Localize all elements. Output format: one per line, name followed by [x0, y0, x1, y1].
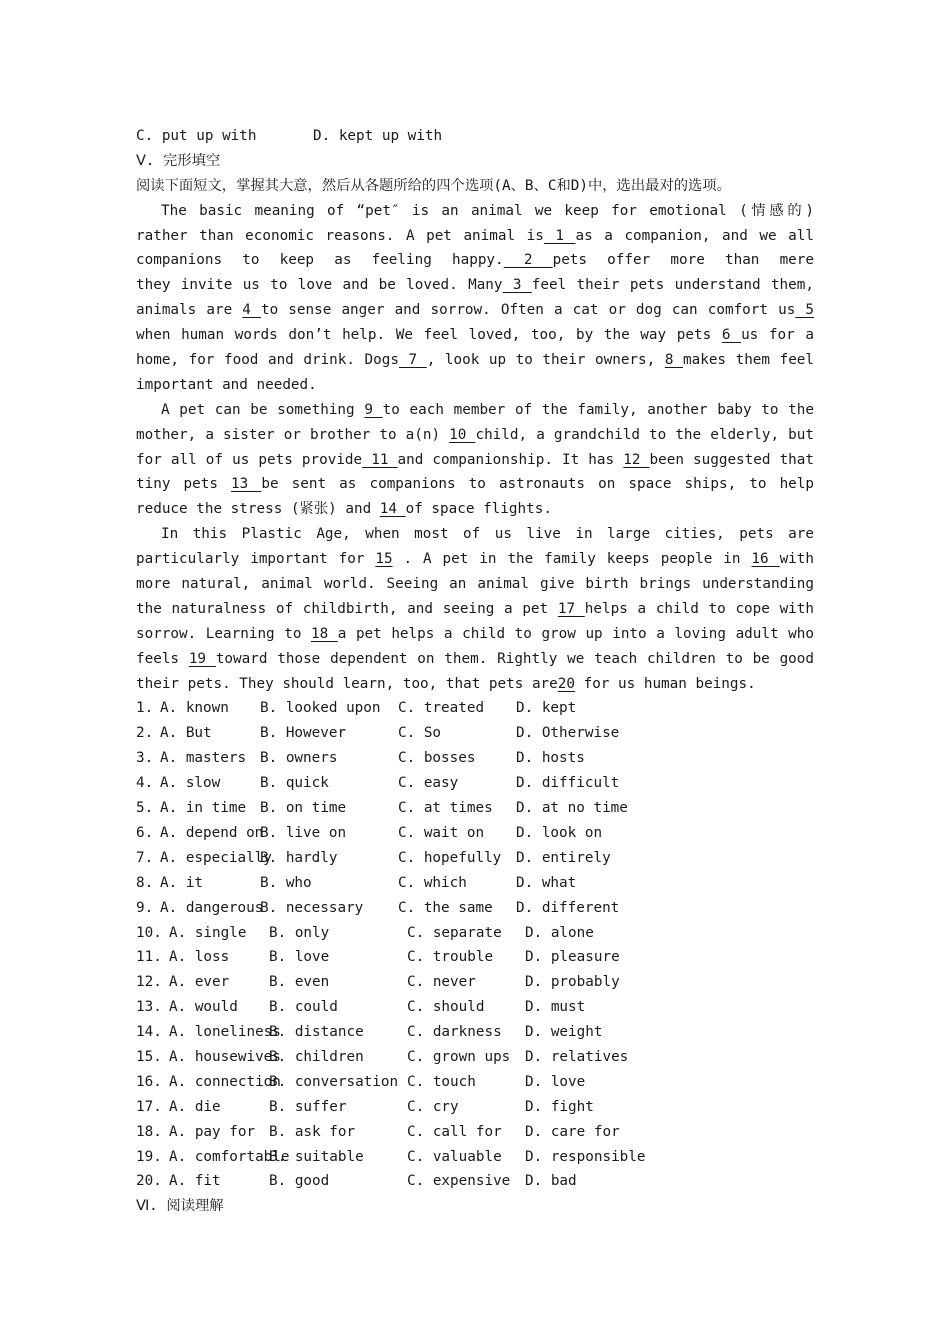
passage-text: tiny pets [136, 476, 232, 493]
option-a: A. slow [160, 775, 221, 792]
option-d: D. hosts [516, 750, 585, 767]
option-a: A. comfortable [169, 1148, 290, 1165]
question-number: 18. [136, 1123, 162, 1140]
question-row [136, 746, 814, 771]
passage-line [136, 547, 814, 572]
passage-text: as a companion, and we all [575, 227, 814, 244]
blank-number: 16 [751, 551, 780, 568]
option-c: C. never [407, 974, 476, 991]
option-a: A. masters [160, 750, 247, 767]
option-c: C. easy [398, 775, 459, 792]
option-a: A. depend on [160, 824, 264, 841]
option-d: D. weight [525, 1024, 603, 1041]
option-b: B. owners [260, 750, 338, 767]
option-b: B. love [269, 949, 330, 966]
passage-text: to each member of the family, another baby to the [382, 401, 814, 418]
passage-text: a pet helps a child to grow up into a loving adult who [337, 625, 814, 642]
question-number: 1. [136, 700, 154, 717]
option-d: D. kept [516, 700, 577, 717]
option-b: B. who [260, 874, 312, 891]
option-d: D. at no time [516, 800, 628, 817]
option-d: D. pleasure [525, 949, 620, 966]
question-row [136, 771, 814, 796]
passage-text: they invite us to love and be loved. Many [136, 277, 503, 294]
question-number: 15. [136, 1048, 162, 1065]
question-row [136, 970, 814, 995]
passage-line [136, 224, 814, 249]
option-b: B. even [269, 974, 330, 991]
passage-line [136, 423, 814, 448]
passage-line [136, 373, 814, 398]
option-d: D. entirely [516, 849, 611, 866]
passage-text: sorrow. Learning to [136, 625, 311, 642]
option-c: C. put up with [136, 128, 257, 144]
question-row [136, 721, 814, 746]
option-b: B. live on [260, 824, 347, 841]
passage-text: companions to keep as feeling happy. [136, 252, 504, 269]
question-number: 8. [136, 874, 154, 891]
passage-line [136, 398, 814, 423]
question-number: 13. [136, 999, 162, 1016]
question-number: 17. [136, 1098, 162, 1115]
option-b: B. hardly [260, 849, 338, 866]
option-d: D. look on [516, 824, 603, 841]
blank-number: 2 [503, 252, 553, 269]
option-c: C. bosses [398, 750, 476, 767]
question-number: 6. [136, 824, 154, 841]
question-row [136, 995, 814, 1020]
blank-number: 3 [502, 277, 532, 294]
blank-number: 15 [375, 551, 393, 568]
passage-line [136, 647, 814, 672]
passage-text: when human words don’t help. We feel loved, too, by the way pets [136, 327, 722, 344]
passage-text: feel their pets understand them, [531, 277, 814, 294]
option-a: A. dangerous [160, 899, 264, 916]
blank-number: 5 [795, 302, 814, 319]
question-number: 14. [136, 1024, 162, 1041]
option-b: B. children [269, 1048, 364, 1065]
option-b: B. quick [260, 775, 329, 792]
option-c: C. the same [398, 899, 493, 916]
passage-text: feels [136, 650, 189, 667]
blank-number: 1 [543, 227, 576, 244]
question-row [136, 696, 814, 721]
section6-title: Ⅵ. 阅读理解 [136, 1198, 224, 1215]
question-number: 5. [136, 800, 154, 817]
blank-number: 7 [398, 352, 427, 369]
question-row [136, 1045, 814, 1070]
option-c: C. treated [398, 700, 485, 717]
passage-text: rather than economic reasons. A pet animal is [136, 227, 544, 244]
option-c: C. trouble [407, 949, 494, 966]
passage-line [136, 572, 814, 597]
passage-line [136, 323, 814, 348]
option-d: D. fight [525, 1098, 594, 1115]
blank-number: 18 [311, 625, 338, 642]
option-c: C. darkness [407, 1024, 502, 1041]
question-number: 7. [136, 849, 154, 866]
passage-line [136, 472, 814, 497]
option-b: B. suffer [269, 1098, 347, 1115]
passage-text: been suggested that [649, 451, 814, 468]
question-row [136, 1120, 814, 1145]
option-a: A. connection [169, 1073, 281, 1090]
passage-text: particularly important for [136, 551, 376, 568]
passage-text: A pet can be something [161, 401, 365, 418]
prev-options-line [136, 124, 814, 149]
option-d: D. relatives [525, 1048, 629, 1065]
question-row [136, 945, 814, 970]
option-d: D. care for [525, 1123, 620, 1140]
option-a: A. ever [169, 974, 230, 991]
question-row [136, 1020, 814, 1045]
passage-text: makes them feel [683, 352, 814, 369]
blank-number: 12 [623, 451, 650, 468]
passage-text: more natural, animal world. Seeing an animal give birth brings understanding [136, 576, 814, 593]
passage-text: animals are [136, 302, 243, 319]
passage-text: home, for food and drink. Dogs [136, 352, 399, 369]
option-a: A. housewives [169, 1048, 281, 1065]
option-d: D. difficult [516, 775, 620, 792]
passage-text: their pets. They should learn, too, that pets are [136, 675, 558, 692]
passage-line [136, 298, 814, 323]
question-row [136, 821, 814, 846]
passage-text: of space flights. [405, 501, 552, 518]
option-a: A. especially [160, 849, 272, 866]
option-a: A. in time [160, 800, 247, 817]
option-d: D. what [516, 874, 577, 891]
passage-text: the naturalness of childbirth, and seeing a pet [136, 600, 558, 617]
option-b: B. suitable [269, 1148, 364, 1165]
question-number: 11. [136, 949, 162, 966]
blank-number: 10 [449, 426, 476, 443]
option-d: D. kept up with [313, 128, 443, 144]
passage-line [136, 597, 814, 622]
passage-line [136, 248, 814, 273]
question-number: 19. [136, 1148, 162, 1165]
passage-text: In this Plastic Age, when most of us live in large cities, pets are [161, 526, 814, 543]
blank-number: 9 [364, 401, 383, 418]
question-row [136, 1070, 814, 1095]
option-c: C. which [398, 874, 467, 891]
option-b: B. However [260, 725, 347, 742]
option-c: C. call for [407, 1123, 502, 1140]
option-d: D. alone [525, 924, 594, 941]
option-b: B. conversation [269, 1073, 399, 1090]
blank-number: 11 [362, 451, 398, 468]
blank-number: 6 [721, 327, 742, 344]
option-c: C. separate [407, 924, 502, 941]
blank-number: 20 [557, 675, 575, 692]
option-a: A. would [169, 999, 238, 1016]
passage-line [136, 622, 814, 647]
option-b: B. distance [269, 1024, 364, 1041]
passage-text: with [779, 551, 814, 568]
blank-number: 14 [379, 501, 406, 518]
passage-text: pets offer more than mere [552, 252, 814, 269]
option-c: C. cry [407, 1098, 459, 1115]
question-row [136, 871, 814, 896]
option-b: B. good [269, 1173, 330, 1190]
document-page [136, 124, 814, 1219]
blank-number: 13 [231, 476, 262, 493]
passage-text: to sense anger and sorrow. Often a cat or dog can comfort us [261, 302, 796, 319]
passage-line [136, 522, 814, 547]
option-b: B. necessary [260, 899, 364, 916]
option-c: C. wait on [398, 824, 485, 841]
option-b: B. on time [260, 800, 347, 817]
option-d: D. must [525, 999, 586, 1016]
question-number: 16. [136, 1073, 162, 1090]
passage-text: us for a [741, 327, 814, 344]
option-b: B. only [269, 924, 330, 941]
passage-line [136, 348, 814, 373]
option-d: D. probably [525, 974, 620, 991]
passage-line [136, 199, 814, 224]
passage-text: child, a grandchild to the elderly, but [475, 426, 814, 443]
passage-text: and companionship. It has [397, 451, 624, 468]
passage-text: for all of us pets provide [136, 451, 363, 468]
passage-text: The basic meaning of “pet″ is an animal we keep for emotional (情感的) [161, 202, 814, 219]
option-b: B. ask for [269, 1123, 356, 1140]
option-c: C. touch [407, 1073, 476, 1090]
blank-number: 8 [664, 352, 683, 369]
option-a: A. it [160, 874, 204, 891]
passage-text: be sent as companions to astronauts on space ships, to help [261, 476, 814, 493]
option-d: D. bad [525, 1173, 577, 1190]
question-number: 12. [136, 974, 162, 991]
blank-number: 4 [242, 302, 261, 319]
section5-title: Ⅴ. 完形填空 [136, 152, 221, 169]
question-number: 9. [136, 899, 154, 916]
option-c: C. hopefully [398, 849, 502, 866]
passage-text: , look up to their owners, [426, 352, 665, 369]
passage-line [136, 497, 814, 522]
option-b: B. looked upon [260, 700, 381, 717]
question-row [136, 896, 814, 921]
question-number: 20. [136, 1173, 162, 1190]
option-d: D. love [525, 1073, 586, 1090]
question-number: 3. [136, 750, 154, 767]
question-row [136, 846, 814, 871]
option-c: C. So [398, 725, 442, 742]
passage-text: helps a child to cope with [584, 600, 814, 617]
question-number: 2. [136, 725, 154, 742]
passage-text: important and needed. [136, 376, 317, 393]
question-row [136, 1095, 814, 1120]
passage-text: mother, a sister or brother to a(n) [136, 426, 450, 443]
passage-line [136, 448, 814, 473]
passage-line [136, 672, 814, 697]
option-a: A. single [169, 924, 247, 941]
option-a: A. But [160, 725, 212, 742]
question-number: 10. [136, 924, 162, 941]
section5-instruction: 阅读下面短文，掌握其大意，然后从各题所给的四个选项(A、B、C和D)中，选出最对的选项。 [136, 177, 731, 194]
question-row [136, 921, 814, 946]
question-row [136, 1169, 814, 1194]
cloze-passage [136, 199, 814, 697]
option-a: A. fit [169, 1173, 221, 1190]
option-a: A. loneliness [169, 1024, 281, 1041]
option-a: A. known [160, 700, 229, 717]
option-c: C. at times [398, 800, 493, 817]
option-a: A. die [169, 1098, 221, 1115]
option-b: B. could [269, 999, 338, 1016]
passage-text: toward those dependent on them. Rightly we teach children to be good [215, 650, 814, 667]
passage-line [136, 273, 814, 298]
question-row [136, 1145, 814, 1170]
option-a: A. pay for [169, 1123, 256, 1140]
option-c: C. valuable [407, 1148, 502, 1165]
option-d: D. different [516, 899, 620, 916]
blank-number: 19 [188, 650, 216, 667]
option-d: D. responsible [525, 1148, 646, 1165]
question-row [136, 796, 814, 821]
option-c: C. grown ups [407, 1048, 511, 1065]
passage-text: . A pet in the family keeps people in [392, 551, 752, 568]
passage-text: for us human beings. [574, 675, 756, 692]
question-list [136, 696, 814, 1194]
option-c: C. should [407, 999, 485, 1016]
blank-number: 17 [557, 600, 585, 617]
option-a: A. loss [169, 949, 230, 966]
option-d: D. Otherwise [516, 725, 620, 742]
option-c: C. expensive [407, 1173, 511, 1190]
passage-text: reduce the stress (紧张) and [136, 501, 380, 518]
question-number: 4. [136, 775, 154, 792]
